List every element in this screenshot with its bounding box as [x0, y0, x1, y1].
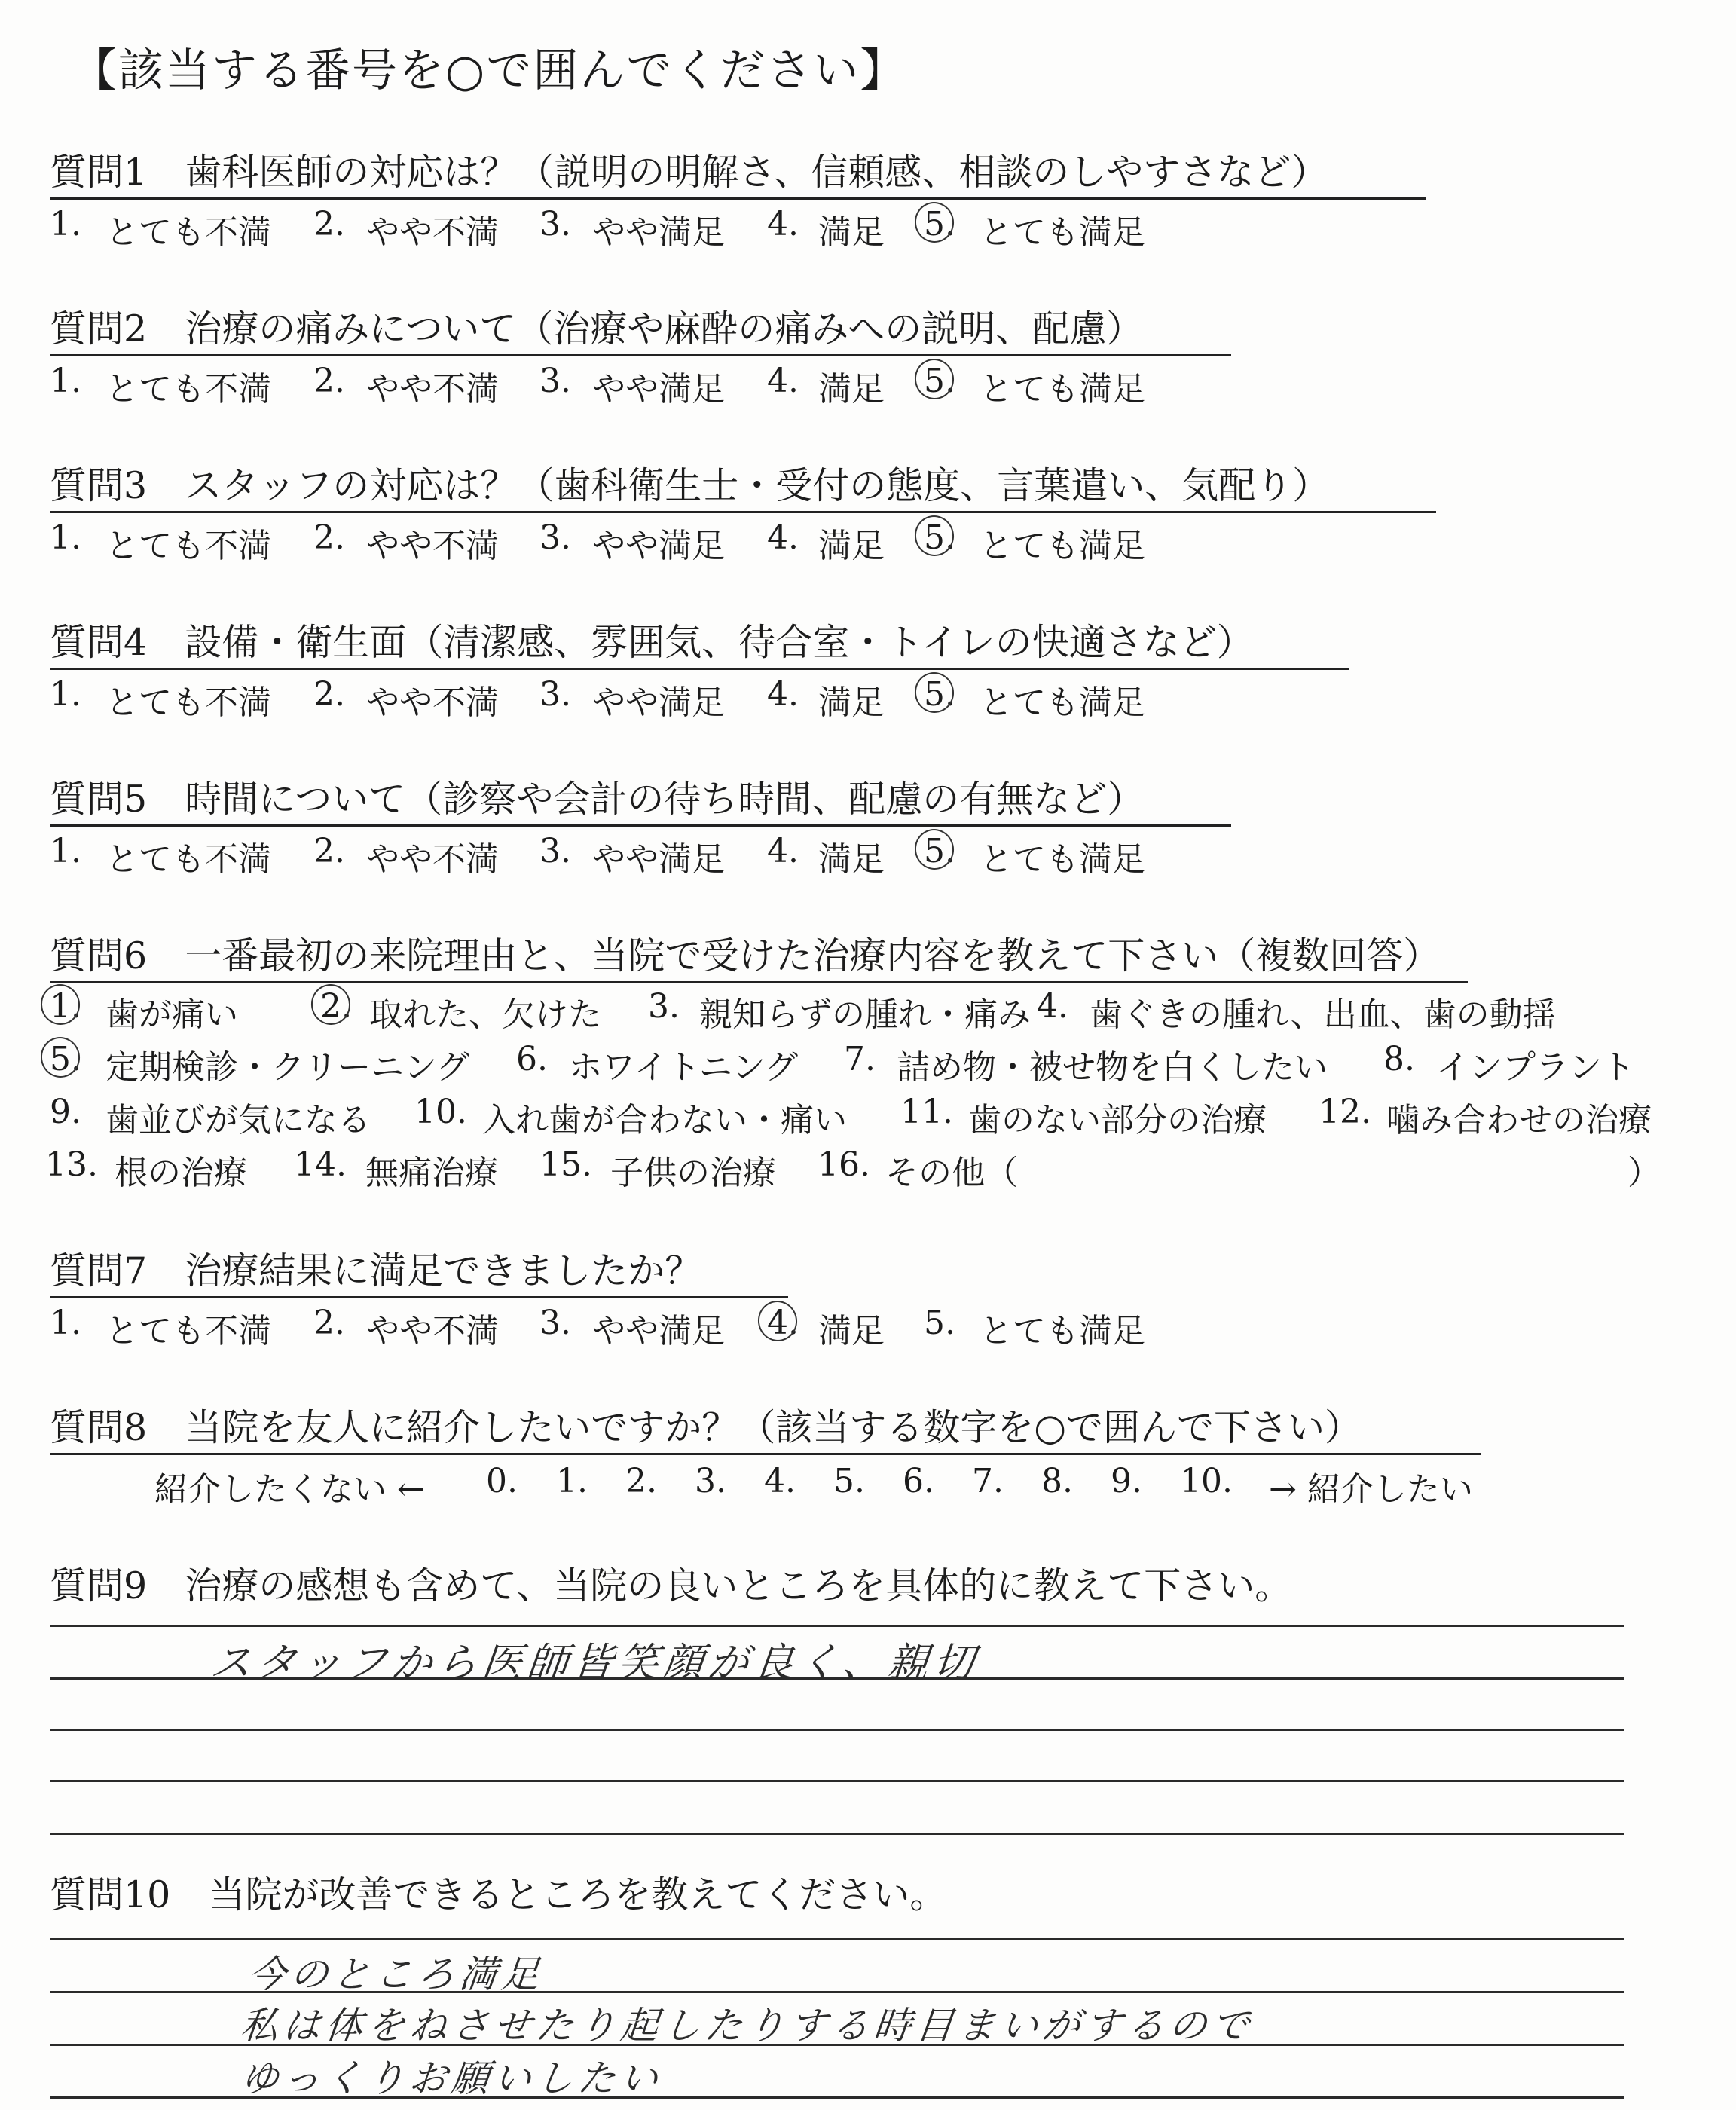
q6-item-4-number[interactable]: 4.: [1037, 987, 1068, 1026]
question-3-title: [50, 457, 1329, 509]
question-label: 質問2: [50, 307, 148, 350]
question-5-underline: [50, 824, 1231, 827]
question-7-title: [50, 1242, 701, 1295]
question-label: 質問7: [50, 1249, 148, 1292]
option-5-number-circled[interactable]: 5.: [924, 362, 955, 400]
q6-item-15-label: 子供の治療: [610, 1154, 776, 1192]
question-1-title: [50, 143, 1328, 196]
question-7-underline: [50, 1296, 788, 1298]
q9-writing-line: [50, 1833, 1624, 1835]
option-1-label: とても不満: [105, 840, 271, 879]
q6-other-close-paren: ）: [1628, 1154, 1661, 1192]
option-3-label: やや満足: [592, 213, 725, 252]
option-1-number[interactable]: 1.: [50, 205, 81, 243]
option-5-label: とても満足: [980, 213, 1145, 252]
q6-item-5-number-circled[interactable]: 5.: [50, 1040, 81, 1078]
question-label: 質問8: [50, 1406, 148, 1449]
scale-value-3[interactable]: 3.: [695, 1462, 726, 1500]
option-4-label: 満足: [818, 213, 885, 252]
option-3-number[interactable]: 3.: [539, 205, 571, 243]
scale-right-label: → 紹介したい: [1269, 1470, 1473, 1509]
option-2-label: やや不満: [366, 840, 499, 879]
option-3-number[interactable]: 3.: [539, 1304, 571, 1342]
option-1-label: とても不満: [105, 1312, 271, 1350]
q6-item-1-number-circled[interactable]: 1.: [50, 987, 81, 1026]
question-label: 質問1: [50, 151, 148, 194]
q6-item-12-number[interactable]: 12.: [1319, 1093, 1371, 1131]
option-1-label: とても不満: [105, 527, 271, 565]
question-text: 一番最初の来院理由と、当院で受けた治療内容を教えて下さい（複数回答）: [185, 934, 1441, 977]
question-text: 治療結果に満足できましたか？: [185, 1249, 702, 1292]
q6-row-4: [45, 1145, 1703, 1191]
q6-row-1: [45, 987, 1703, 1032]
q6-item-5-label: 定期検診・クリーニング: [105, 1048, 470, 1087]
option-4-label: 満足: [818, 370, 885, 408]
scale-value-5[interactable]: 5.: [833, 1462, 865, 1500]
option-4-number[interactable]: 4.: [767, 675, 799, 714]
option-1-label: とても不満: [105, 683, 271, 722]
question-label: 質問9: [50, 1564, 148, 1607]
scale-value-1[interactable]: 1.: [556, 1462, 588, 1500]
question-4-title: [50, 613, 1254, 666]
q6-item-13-label: 根の治療: [115, 1154, 247, 1192]
option-3-label: やや満足: [592, 840, 725, 879]
question-3-options: [50, 518, 1685, 564]
q6-item-11-number[interactable]: 11.: [900, 1093, 953, 1131]
option-1-number[interactable]: 1.: [50, 675, 81, 714]
question-2-options: [50, 362, 1685, 407]
q6-item-14-label: 無痛治療: [365, 1154, 498, 1192]
scale-value-8[interactable]: 8.: [1041, 1462, 1073, 1500]
question-10-title: [50, 1866, 946, 1919]
q6-item-11-label: 歯のない部分の治療: [968, 1101, 1267, 1139]
option-3-label: やや満足: [592, 527, 725, 565]
scale-left-label: 紹介したくない ←: [154, 1470, 425, 1509]
option-1-number[interactable]: 1.: [50, 518, 81, 557]
q6-item-16-label: その他（: [885, 1154, 1018, 1192]
q9-writing-line: [50, 1780, 1624, 1782]
q10-handwritten-line-2[interactable]: 私は体をねさせたり起したりする時目まいがするので: [238, 2004, 1256, 2047]
option-4-number-circled[interactable]: 4.: [767, 1304, 799, 1342]
question-2-underline: [50, 354, 1231, 356]
q6-item-2-number-circled[interactable]: 2.: [320, 987, 352, 1026]
q9-writing-line: [50, 1625, 1624, 1627]
option-4-number[interactable]: 4.: [767, 832, 799, 870]
q6-row-2: [45, 1040, 1703, 1085]
q6-row-3: [45, 1093, 1703, 1138]
form-header: 【該当する番号を○で囲んでください】: [72, 44, 907, 97]
option-1-number[interactable]: 1.: [50, 832, 81, 870]
q9-writing-line: [50, 1729, 1624, 1731]
question-9-title: [50, 1557, 1291, 1610]
q6-item-7-number[interactable]: 7.: [844, 1040, 876, 1078]
option-1-number[interactable]: 1.: [50, 362, 81, 400]
option-2-number[interactable]: 2.: [313, 205, 345, 243]
q6-item-1-label: 歯が痛い: [105, 995, 238, 1034]
question-1-options: [50, 205, 1685, 250]
question-text: 設備・衛生面（清潔感、雰囲気、待合室・トイレの快適さなど）: [185, 621, 1254, 664]
q6-item-10-label: 入れ歯が合わない・痛い: [482, 1101, 847, 1139]
option-2-label: やや不満: [366, 683, 499, 722]
question-text: 治療の感想も含めて、当院の良いところを具体的に教えて下さい。: [185, 1564, 1292, 1607]
option-2-number[interactable]: 2.: [313, 362, 345, 400]
option-4-number[interactable]: 4.: [767, 205, 799, 243]
option-3-label: やや満足: [592, 370, 725, 408]
question-label: 質問5: [50, 778, 148, 821]
scale-value-9[interactable]: 9.: [1111, 1462, 1142, 1500]
option-2-label: やや不満: [366, 213, 499, 252]
question-5-title: [50, 770, 1144, 823]
question-8-title: [50, 1399, 1362, 1451]
question-label: 質問6: [50, 934, 148, 977]
question-label: 質問3: [50, 464, 148, 507]
question-text: 歯科医師の対応は？（説明の明解さ、信頼感、相談のしやすさなど）: [185, 151, 1328, 194]
question-text: 治療の痛みについて（治療や麻酔の痛みへの説明、配慮）: [185, 307, 1144, 350]
q6-item-3-label: 親知らずの腫れ・痛み: [699, 995, 1031, 1034]
option-2-label: やや不満: [366, 1312, 499, 1350]
option-5-number-circled[interactable]: 5.: [924, 832, 955, 870]
option-1-label: とても不満: [105, 370, 271, 408]
q6-item-4-label: 歯ぐきの腫れ、出血、歯の動揺: [1090, 995, 1556, 1034]
scale-value-7[interactable]: 7.: [972, 1462, 1004, 1500]
scale-value-2[interactable]: 2.: [625, 1462, 657, 1500]
scale-value-4[interactable]: 4.: [764, 1462, 796, 1500]
q6-item-13-number[interactable]: 13.: [45, 1145, 98, 1184]
q10-writing-line: [50, 1938, 1624, 1940]
question-6-title: [50, 927, 1440, 980]
option-5-label: とても満足: [980, 840, 1145, 879]
scale-value-0[interactable]: 0.: [486, 1462, 518, 1500]
option-3-label: やや満足: [592, 1312, 725, 1350]
q6-item-9-number[interactable]: 9.: [50, 1093, 81, 1131]
question-text: スタッフの対応は？（歯科衛生士・受付の態度、言葉遣い、気配り）: [185, 464, 1330, 507]
question-6-underline: [50, 981, 1468, 983]
option-5-label: とても満足: [980, 683, 1145, 722]
question-5-options: [50, 832, 1685, 877]
question-8-underline: [50, 1453, 1481, 1455]
option-2-number[interactable]: 2.: [313, 1304, 345, 1342]
scale-value-10[interactable]: 10.: [1180, 1462, 1233, 1500]
option-2-label: やや不満: [366, 527, 499, 565]
q6-item-2-label: 取れた、欠けた: [369, 995, 601, 1034]
question-4-options: [50, 675, 1685, 720]
q6-item-14-number[interactable]: 14.: [294, 1145, 347, 1184]
question-7-options: [50, 1304, 1685, 1349]
option-4-label: 満足: [818, 1312, 885, 1350]
question-label: 質問4: [50, 621, 148, 664]
scale-value-6[interactable]: 6.: [903, 1462, 934, 1500]
option-3-number[interactable]: 3.: [539, 518, 571, 557]
option-3-label: やや満足: [592, 683, 725, 722]
q6-item-7-label: 詰め物・被せ物を白くしたい: [897, 1048, 1328, 1087]
question-text: 当院を友人に紹介したいですか？（該当する数字を○で囲んで下さい）: [185, 1406, 1362, 1449]
question-label: 質問10: [50, 1873, 171, 1916]
q6-item-6-label: ホワイトニング: [569, 1048, 799, 1087]
option-4-label: 満足: [818, 840, 885, 879]
q6-item-8-label: インプラント: [1436, 1048, 1635, 1087]
option-4-label: 満足: [818, 683, 885, 722]
q6-item-3-number[interactable]: 3.: [648, 987, 680, 1026]
q6-item-9-label: 歯並びが気になる: [105, 1101, 371, 1139]
option-1-label: とても不満: [105, 213, 271, 252]
question-3-underline: [50, 511, 1436, 513]
question-1-underline: [50, 197, 1426, 200]
q9-handwritten-answer[interactable]: スタッフから医師皆笑顔が良く、親切: [208, 1639, 981, 1686]
question-text: 当院が改善できるところを教えてください。: [208, 1873, 947, 1916]
option-5-number-circled[interactable]: 5.: [924, 205, 955, 243]
option-5-number[interactable]: 5.: [924, 1304, 955, 1342]
option-5-label: とても満足: [980, 370, 1145, 408]
option-1-number[interactable]: 1.: [50, 1304, 81, 1342]
option-4-label: 満足: [818, 527, 885, 565]
option-2-number[interactable]: 2.: [313, 832, 345, 870]
question-text: 時間について（診察や会計の待ち時間、配慮の有無など）: [185, 778, 1145, 821]
option-3-number[interactable]: 3.: [539, 675, 571, 714]
option-5-label: とても満足: [980, 527, 1145, 565]
q6-item-10-number[interactable]: 10.: [414, 1093, 467, 1131]
q6-item-8-number[interactable]: 8.: [1383, 1040, 1415, 1078]
question-2-title: [50, 300, 1143, 353]
option-4-number[interactable]: 4.: [767, 518, 799, 557]
option-2-label: やや不満: [366, 370, 499, 408]
question-4-underline: [50, 668, 1349, 670]
option-2-number[interactable]: 2.: [313, 675, 345, 714]
option-5-label: とても満足: [980, 1312, 1145, 1350]
q10-handwritten-line-3[interactable]: ゆっくりお願いしたい: [238, 2056, 665, 2100]
option-5-number-circled[interactable]: 5.: [924, 675, 955, 714]
q6-item-6-number[interactable]: 6.: [516, 1040, 548, 1078]
option-3-number[interactable]: 3.: [539, 832, 571, 870]
q10-handwritten-line-1[interactable]: 今のところ満足: [246, 1953, 546, 1996]
option-3-number[interactable]: 3.: [539, 362, 571, 400]
option-4-number[interactable]: 4.: [767, 362, 799, 400]
q6-item-16-number[interactable]: 16.: [818, 1145, 870, 1184]
q6-item-15-number[interactable]: 15.: [539, 1145, 592, 1184]
q6-item-12-label: 噛み合わせの治療: [1386, 1101, 1652, 1139]
option-5-number-circled[interactable]: 5.: [924, 518, 955, 557]
option-2-number[interactable]: 2.: [313, 518, 345, 557]
